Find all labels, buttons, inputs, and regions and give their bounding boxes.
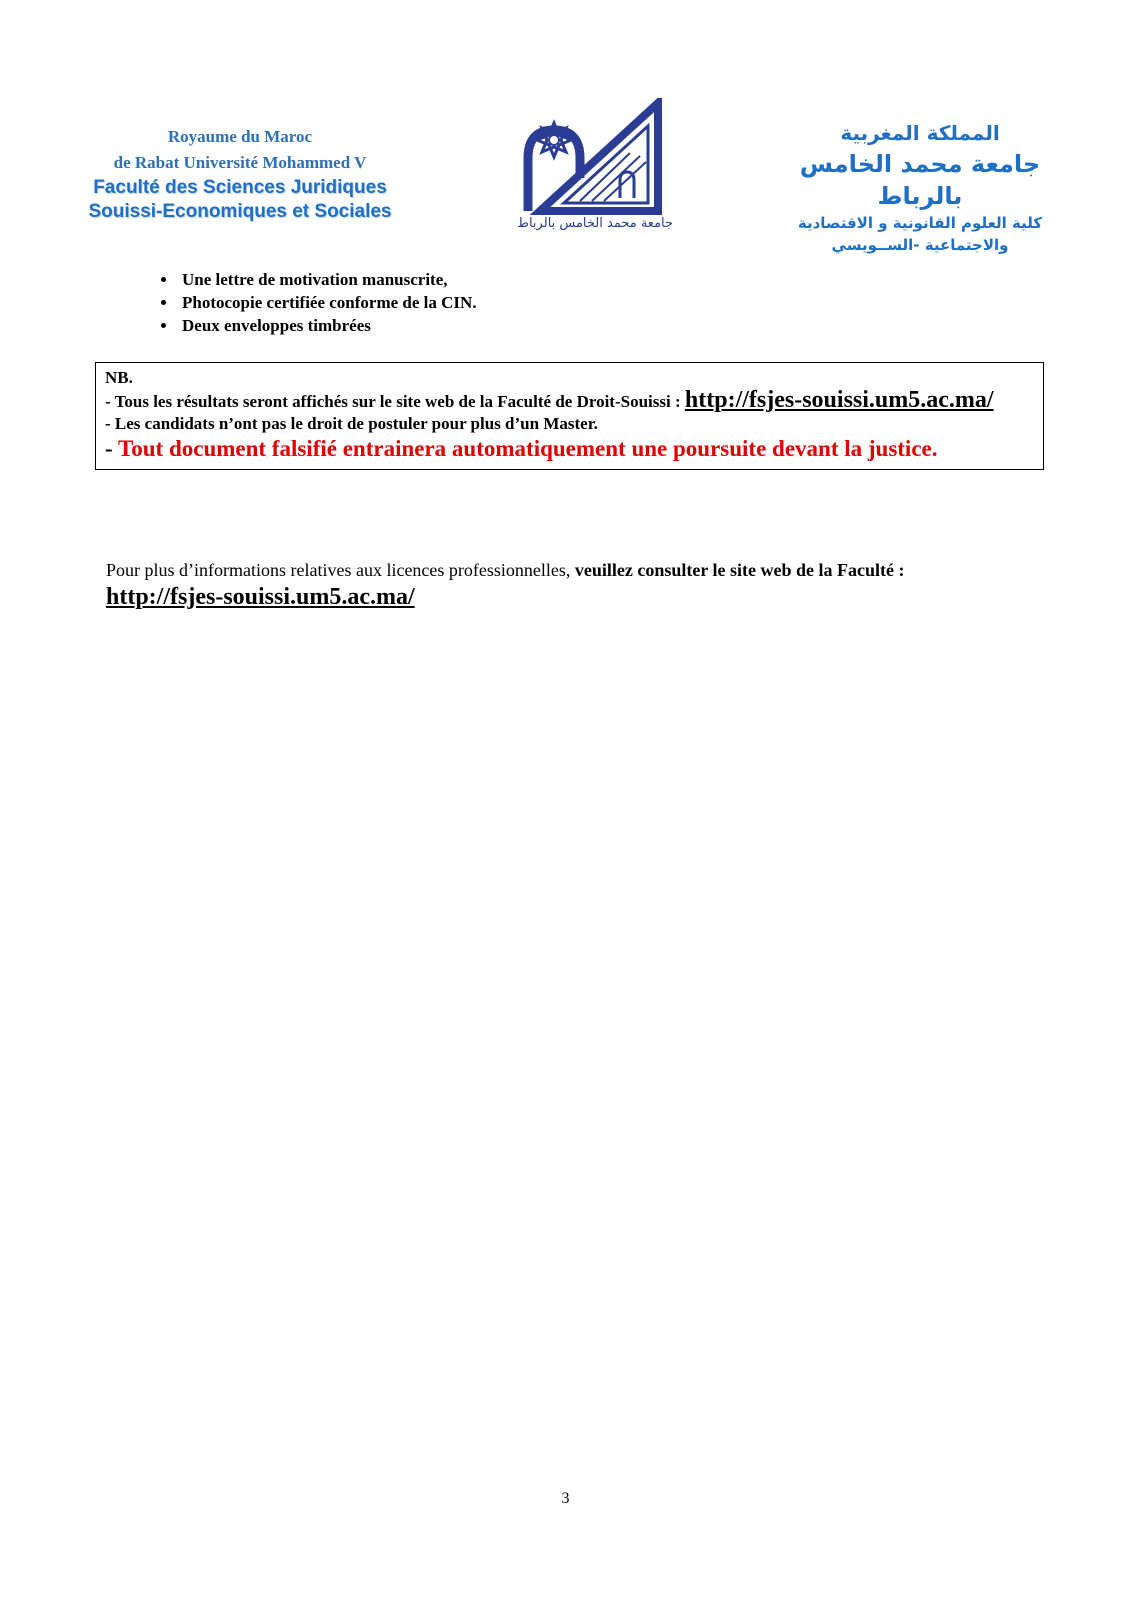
nb-title: NB.: [105, 368, 133, 387]
university-name-fr: de Rabat Université Mohammed V: [113, 153, 367, 172]
faculty-website-link[interactable]: http://fsjes-souissi.um5.ac.ma/: [684, 387, 994, 413]
faculty-name-fr-line1: Faculté des Sciences Juridiques: [93, 177, 387, 198]
faculty-name-ar-line2: والاجتماعية -الســويسي: [831, 236, 1009, 254]
info-text: Pour plus d’informations relatives aux licences professionnelles,: [106, 560, 571, 580]
kingdom-name-fr: Royaume du Maroc: [167, 127, 313, 146]
list-item: • Photocopie certifiée conforme de la CIN.: [178, 291, 477, 314]
list-item: • Deux enveloppes timbrées: [178, 314, 477, 337]
nb-warning-dash: -: [105, 436, 113, 461]
nb-results-note: [105, 389, 1035, 413]
university-logo: [480, 98, 710, 248]
page-number: 3: [561, 1490, 570, 1507]
logo-caption-ar: جامعة محمد الخامس بالرباط: [516, 216, 674, 231]
info-website-link[interactable]: http://fsjes-souissi.um5.ac.ma/: [106, 584, 415, 610]
kingdom-name-ar: المملكة المغربية: [840, 121, 1000, 145]
header-right-block: [770, 118, 1070, 256]
requirements-list: [150, 268, 477, 337]
info-paragraph: [106, 558, 1031, 612]
info-text-bold: veuillez consulter le site web de la Faculté :: [574, 560, 905, 580]
nb-single-master-note: - Les candidats n’ont pas le droit de postuler pour plus d’un Master.: [105, 414, 598, 433]
list-item: • Une lettre de motivation manuscrite,: [178, 268, 477, 291]
university-name-ar: جامعة محمد الخامس بالرباط: [799, 150, 1041, 210]
faculty-name-fr-line2: Souissi-Economiques et Sociales: [88, 201, 392, 222]
nb-box: [95, 362, 1044, 470]
nb-warning-text: Tout document falsifié entrainera automatiquement une poursuite devant la justice.: [118, 436, 938, 461]
faculty-name-ar-line1: كلية العلوم القانونية و الاقتصادية: [797, 214, 1043, 232]
nb-results-text: - Tous les résultats seront affichés sur le site web de la Faculté de Droit-Souissi :: [105, 392, 681, 411]
nb-warning: [105, 435, 1035, 463]
header-left-block: [60, 124, 420, 224]
